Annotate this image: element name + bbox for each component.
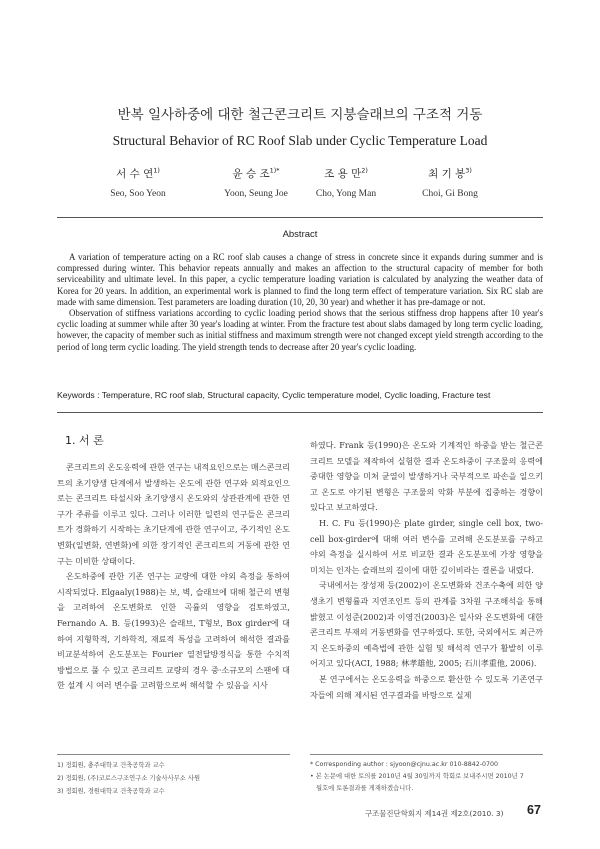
body-paragraph: 본 연구에서는 온도응력을 하중으로 환산한 수 있도록 기존연구자들에 의해 제시된 연구결과를 바탕으로 실제 [310,673,543,700]
abstract-top-rule [57,217,543,218]
body-paragraph: 콘크리트의 온도응력에 관한 연구는 내적요인으로는 매스콘크리트의 초기양생 단계에서 발생하는 온도에 관한 연구와 외적요인으로는 콘크리트 타설시와 초기양생시 온도와의 상관관계에 관한 연구가 주류를 이루고 있다. 그러나 이러한 일련의 연구들은 콘크리트가 경화하기 시작하는 초기단계에 관한 연구이고, 주기적인 온도변화(일변화, 연변화)에 의한 장기적인 콘크리트의 거동에 관한 연구는 미비한 상태이다. [57,462,290,566]
correspondence-footnotes [310,759,543,795]
right-column [310,438,543,703]
author-name-en: Cho, Yong Man [315,189,377,199]
abstract-paragraph: A variation of temperature acting on a RC roof slab causes a change of stress in concrete since it expands during summer and is compressed during winter. This behavior repeats annually and makes an affection to the structural capacity of member for both serviceability and ultimate level. In this paper, a cyclic temperature loading variation is calculated by analyzing the weather data of Korea for 20 years. In addition, an experimental work is planned to find the long term effect of temperature variation. Six RC slab are made with same dimension. Test parameters are loading duration (10, 20, 30 year) and whether it has pre-damage or not. [57,252,543,307]
title-english: Structural Behavior of RC Roof Slab under Cyclic Temperature Load [112,133,488,148]
abstract-heading: Abstract [282,229,318,240]
footnote-rule [57,754,290,755]
footnote: 1) 정회원, 충주대학교 건축공학과 교수 [57,762,165,769]
title-korean: 반복 일사하중에 대한 철근콘크리트 지붕슬래브의 구조적 거동 [117,107,483,123]
body-paragraph: H. C. Fu 등(1990)은 plate girder, single cell box, two-cell box-girder에 대해 여러 변수를 고려해 온도분포를 구하고 야외 측정을 실시하여 서로 비교한 결과 온도분포에 가장 영향을 미치는 인자는 슬래브의 길이에 대한 깊이비라는 결론을 내렸다. [310,517,543,575]
footnote: 2) 정회원, (주)코로스구조연구소 기술사사무소 사원 [57,775,201,782]
author-affiliation-footnotes [57,759,290,798]
author-name-ko: 서 수 연 [116,168,154,180]
author-3 [286,166,406,199]
body-paragraph: 하였다. Frank 등(1990)은 온도와 기계적인 하중을 받는 철근콘크리트 모델을 제작하여 실험한 결과 온도하중이 구조물의 응력에 중대한 영향을 미쳐 균열이 발생하거나 국부적으로 파손을 일으키고 온도로 야기된 변형은 구조물의 악화 부분에 집중하는 경향이 있다고 보고하였다. [310,440,543,513]
abstract-paragraph: Observation of stiffness variations according to cyclic loading period shows that the serious stiffness drop happens after 10 year's cyclic loading at summer while after 30 year's loading at winter. From the fracture test about slabs damaged by long term cyclic loading, however, the capacity of member such as initial stiffness and maximum strength were not changed except yield strength according to the period of long term cyclic loading. The yield strength tends to decrease after 20 year's cyclic loading. [57,308,543,352]
author-affiliation-mark: 2) [361,166,368,175]
section-heading: 1. 서 론 [65,434,104,447]
footnote: • 본 논문에 대한 토의를 2010년 4월 30일까지 학회로 보내주시면 2010년 7 [310,773,524,780]
keywords: Keywords : Temperature, RC roof slab, Structural capacity, Cyclic temperature model, Cyclic loading, Fracture test [57,390,491,400]
author-affiliation-mark: 1)* [269,166,280,175]
abstract-body [57,252,543,353]
footnote: 3) 정회원, 경원대학교 건축공학과 교수 [57,788,165,795]
author-name-en: Yoon, Seung Joe [224,189,288,199]
author-affiliation-mark: 1) [153,166,160,175]
journal-citation: 구조물진단학회지 제14권 제2호(2010. 3) [365,809,504,818]
author-name-en: Choi, Gi Bong [422,189,478,199]
body-paragraph: 온도하중에 관한 기존 연구는 교량에 대한 야외 측정을 통하여 시작되었다. Elgaaly(1988)는 보, 벽, 슬래브에 대해 철근의 변형을 고려하여 온도변화로 인한 곡률의 영향을 검토하였고, Fernando A. B. 등(1993)은 슬래브, T형보, Box girder에 대하여 지형학적, 기하학적, 재료적 특성을 고려하여 해석한 결과를 비교분석하여 온도분포는 Fourier 열전달방정식을 통한 수치적 방법으로 풀 수 있고 콘크리트 교량의 경우 중·소규모의 스팬에 대한 설계 시 여러 변수를 고려함으로써 해석할 수 있음을 시사 [57,571,290,691]
author-name-ko: 최 기 봉 [428,168,466,180]
footnote: 월호에 토론결과를 게재하겠습니다. [316,785,414,792]
page-number: 67 [527,803,541,817]
author-name-en: Seo, Soo Yeon [110,189,166,199]
footnote-rule [310,754,543,755]
author-affiliation-mark: 3) [465,166,472,175]
author-4 [390,166,510,199]
abstract-bottom-rule [57,412,543,413]
body-paragraph: 국내에서는 장성재 등(2002)이 온도변화와 건조수축에 의한 양생초기 변형률과 지연조인트 등의 관계를 3차원 구조해석을 통해 밝혔고 이성준(2002)과 이영건(2003)은 일사와 온도변화에 대한 콘크리트 부재의 거동변화를 연구하였다. 또한, 국외에서도 최근까지 온도하중의 예측법에 관한 실험 및 해석적 연구가 활발히 이루어지고 있다(ACI, 1988; 林孝雄他, 2005; 石川孝重他, 2006). [310,580,543,669]
author-name-ko: 조 용 만 [324,168,362,180]
left-column [57,460,290,694]
footnote: * Corresponding author : sjyoon@cjnu.ac.kr 010-8842-0700 [310,761,499,768]
author-name-ko: 윤 승 조 [232,168,270,180]
author-1 [78,166,198,199]
